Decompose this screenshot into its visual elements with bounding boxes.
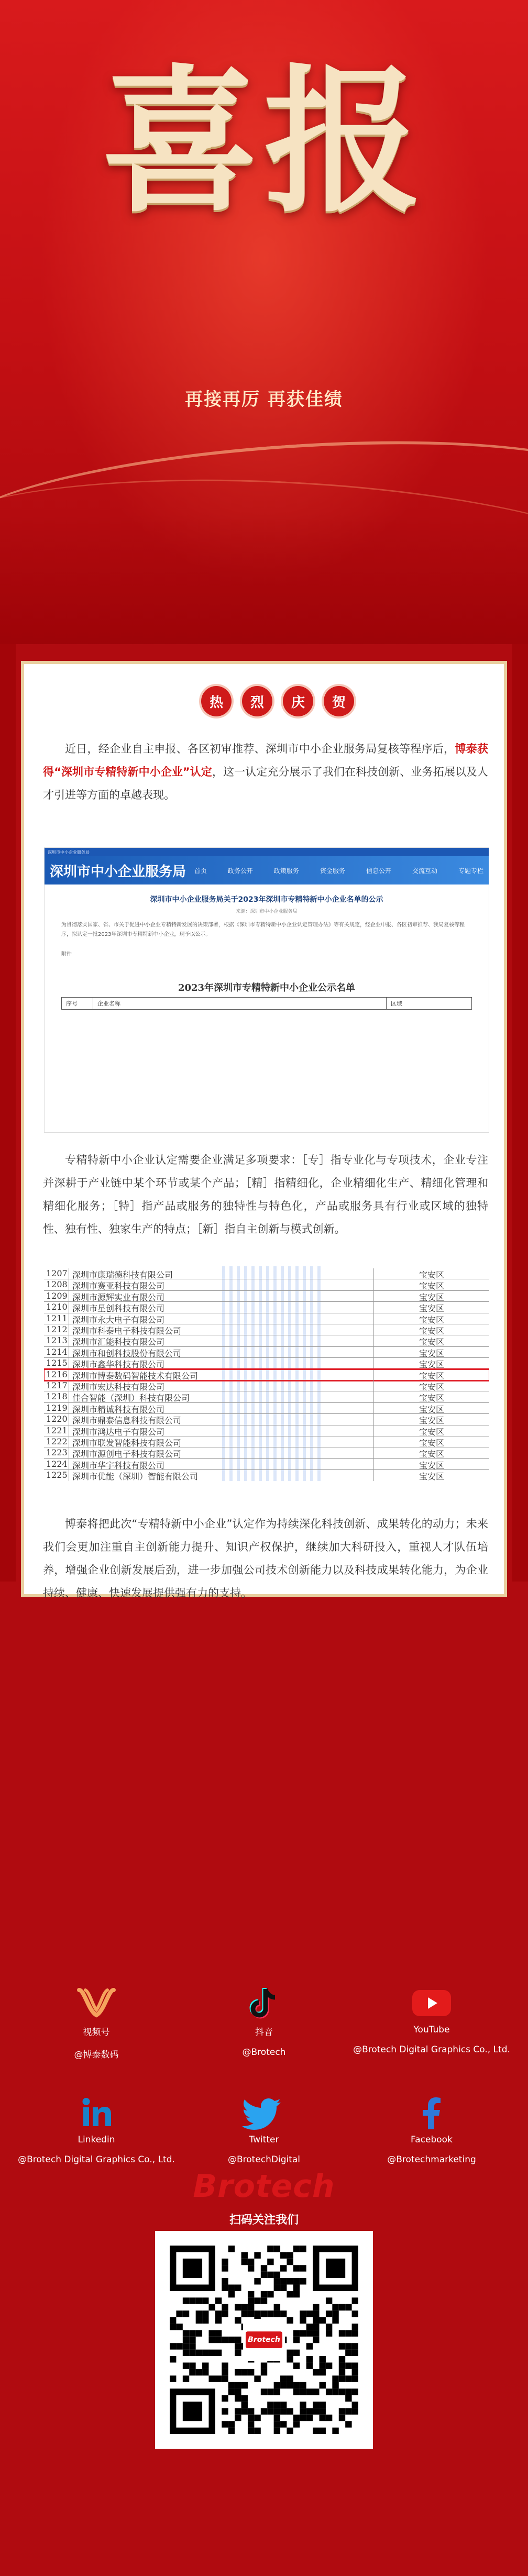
col-name: 企业名称 <box>93 998 387 1009</box>
registry-table <box>44 1266 489 1481</box>
notice-attachment[interactable]: 附件 <box>61 952 72 957</box>
cell-area: 宝安区 <box>419 1460 444 1471</box>
cell-no: 1215 <box>44 1358 69 1368</box>
cell-no: 1217 <box>44 1380 69 1391</box>
notice-text: 为贯彻落实国家、省、市关于促进中小企业专精特新发展的决策部署，根据《深圳市专精特新中小企业认定管理办法》等有关规定，经企业申报、各区初审推荐、我局复核等程序，拟认定一批2023年深圳市专精特新中小企业，现予以公示。 <box>61 922 465 937</box>
cell-no: 1223 <box>44 1447 69 1458</box>
table-row <box>44 1447 489 1458</box>
table-row <box>44 1347 489 1358</box>
site-topbar: 深圳市中小企业服务局 <box>45 848 489 856</box>
twitter-icon[interactable] <box>243 2095 285 2131</box>
social-twitter[interactable] <box>180 2095 348 2165</box>
table-row <box>44 1324 489 1335</box>
scan-caption: 扫码关注我们 <box>229 2214 299 2227</box>
social-shipinhao[interactable] <box>13 1985 180 2060</box>
cell-area: 宝安区 <box>419 1416 444 1426</box>
table-row <box>44 1459 489 1470</box>
cell-no: 1211 <box>44 1313 69 1324</box>
announcement-card <box>21 661 507 1597</box>
cell-name: 深圳市鼎泰信息科技有限公司 <box>69 1414 374 1424</box>
intro-paragraph <box>43 737 488 806</box>
cell-name: 深圳市鸿达电子有限公司 <box>69 1425 374 1436</box>
social-name: Facebook <box>411 2135 453 2145</box>
notice-title: 深圳市中小企业服务局关于2023年深圳市专精特新中小企业名单的公示 <box>150 895 383 904</box>
cell-no: 1216 <box>44 1369 69 1380</box>
cell-name: 深圳市康瑞德科技有限公司 <box>69 1268 374 1279</box>
table-row <box>44 1414 489 1425</box>
qr-logo-text: Brotech <box>246 2331 282 2348</box>
cell-area: 宝安区 <box>419 1348 444 1358</box>
cell-area: 宝安区 <box>419 1270 444 1280</box>
social-facebook[interactable] <box>348 2095 515 2165</box>
site-header <box>45 856 489 885</box>
cell-no: 1210 <box>44 1302 69 1312</box>
criteria-paragraph: 专精特新中小企业认定需要企业满足多项要求：［专］指专业化与专项技术，企业专注并深耕于产业链中某个环节或某个产品；［精］指精细化，企业精细化生产、精细化管理和精细化服务；［特］指产品或服务的独特性与特色化，产品或服务具有行业或区域的独特性、独有性、独家生产的特点；［新］指自主创新与模式创新。 <box>43 1154 488 1235</box>
cell-no: 1212 <box>44 1324 69 1335</box>
cell-area: 宝安区 <box>419 1303 444 1314</box>
tiktok-icon[interactable] <box>243 1985 285 2021</box>
cell-name: 深圳市源辉实业有限公司 <box>69 1291 374 1301</box>
annex-title: 2023年深圳市专精特新中小企业公示名单 <box>178 982 356 993</box>
cell-no: 1214 <box>44 1347 69 1357</box>
intro-text-end: ，这一认定充分展示了我们在科技创新、业务拓展以及人才引进等方面的卓越表现。 <box>43 766 489 801</box>
nav-item[interactable]: 政策服务 <box>273 867 299 875</box>
brand-logo: Brotech <box>193 2168 335 2205</box>
site-nav <box>194 866 483 875</box>
cell-area: 宝安区 <box>419 1438 444 1448</box>
website-screenshot <box>44 847 489 1133</box>
social-handle[interactable]: @Brotech <box>242 2047 286 2058</box>
right-ribbon <box>512 644 528 1582</box>
cell-name: 深圳市优能（深圳）智能有限公司 <box>69 1470 374 1480</box>
table-row <box>44 1313 489 1324</box>
cell-no: 1219 <box>44 1403 69 1413</box>
cell-name: 深圳市华宇科技有限公司 <box>69 1459 374 1469</box>
nav-item[interactable]: 交流互动 <box>412 867 437 875</box>
cell-name: 深圳市汇能科技有限公司 <box>69 1335 374 1346</box>
cell-area: 宝安区 <box>419 1404 444 1414</box>
qr-center-logo <box>243 2319 285 2361</box>
notice-body <box>45 885 489 1019</box>
badge-char: 烈 <box>242 686 272 716</box>
table-row <box>44 1358 489 1369</box>
cell-no: 1218 <box>44 1391 69 1402</box>
table-row <box>44 1391 489 1402</box>
cell-name: 深圳市星创科技有限公司 <box>69 1302 374 1312</box>
left-ribbon <box>0 644 16 1582</box>
table-row <box>44 1369 489 1380</box>
cell-no: 1224 <box>44 1459 69 1469</box>
cell-no: 1222 <box>44 1436 69 1447</box>
cell-name: 深圳市宏达科技有限公司 <box>69 1380 374 1391</box>
hero-subtitle: 再接再厉 再获佳绩 <box>185 389 343 410</box>
table-row <box>44 1335 489 1346</box>
intro-highlight: 博泰获得“深圳市专精特新中小企业”认定 <box>43 743 489 778</box>
social-handle[interactable]: @Brotech Digital Graphics Co., Ltd. <box>353 2044 510 2055</box>
social-youtube[interactable] <box>348 1985 515 2055</box>
cell-area: 宝安区 <box>419 1314 444 1325</box>
table-row <box>44 1268 489 1279</box>
table-row <box>44 1436 489 1447</box>
badge-char: 贺 <box>324 686 354 716</box>
cell-no: 1220 <box>44 1414 69 1424</box>
cell-name: 深圳市永大电子有限公司 <box>69 1313 374 1324</box>
cell-name: 深圳市鑫华科技有限公司 <box>69 1358 374 1368</box>
cell-no: 1213 <box>44 1335 69 1346</box>
notice-meta: 来源：深圳市中小企业服务局 <box>236 909 298 914</box>
youtube-icon[interactable] <box>410 1985 453 2021</box>
table-row <box>44 1425 489 1436</box>
table-row <box>44 1403 489 1414</box>
social-name: YouTube <box>413 2025 450 2035</box>
nav-item[interactable]: 资金服务 <box>320 867 345 875</box>
cell-area: 宝安区 <box>419 1359 444 1370</box>
cell-name: 深圳市源创电子科技有限公司 <box>69 1447 374 1458</box>
cell-no: 1208 <box>44 1279 69 1290</box>
social-name: Linkedin <box>78 2135 115 2145</box>
cell-area: 宝安区 <box>419 1370 444 1381</box>
col-no: 序号 <box>62 998 93 1009</box>
cell-no: 1209 <box>44 1291 69 1301</box>
linkedin-icon[interactable] <box>75 2095 118 2131</box>
table-row <box>44 1279 489 1290</box>
cell-no: 1207 <box>44 1268 69 1279</box>
celebration-badge <box>201 686 354 716</box>
cell-area: 宝安区 <box>419 1449 444 1460</box>
badge-char: 热 <box>201 686 232 716</box>
cell-no: 1221 <box>44 1425 69 1436</box>
nav-item[interactable]: 信息公开 <box>366 867 391 875</box>
table-row <box>44 1291 489 1302</box>
closing-paragraph: 博泰将把此次“专精特新中小企业”认定作为持续深化科技创新、成果转化的动力；未来我们会更加注重自主创新能力提升、知识产权保护，继续加大科研投入，重视人才队伍培养，增强企业创新发展后劲，进一步加强公司技术创新能力以及科技成果转化能力，为企业持续、健康、快速发展提供强有力的支持。 <box>43 1518 488 1599</box>
nav-item[interactable]: 专题专栏 <box>458 867 483 875</box>
cell-name: 深圳市博泰数码智能技术有限公司 <box>69 1369 374 1380</box>
nav-item[interactable]: 首页 <box>194 867 207 875</box>
cell-name: 深圳市联发智能科技有限公司 <box>69 1436 374 1447</box>
social-name: Twitter <box>249 2135 279 2145</box>
cell-no: 1225 <box>44 1470 69 1480</box>
cell-area: 宝安区 <box>419 1472 444 1481</box>
hero-banner <box>0 0 528 644</box>
cell-name: 深圳市赛亚科技有限公司 <box>69 1279 374 1290</box>
site-logo: 深圳市中小企业服务局 <box>50 864 186 880</box>
table-row <box>44 1302 489 1313</box>
badge-char: 庆 <box>283 686 313 716</box>
annex-header <box>61 997 472 1010</box>
cell-area: 宝安区 <box>419 1337 444 1347</box>
social-tiktok[interactable] <box>180 1985 348 2058</box>
facebook-icon[interactable] <box>410 2095 453 2131</box>
cell-area: 宝安区 <box>419 1281 444 1291</box>
table-row <box>44 1380 489 1391</box>
hero-title: 喜报 <box>102 49 426 234</box>
social-handle[interactable]: @Brotech Digital Graphics Co., Ltd. <box>18 2154 175 2165</box>
cell-name: 深圳市科泰电子科技有限公司 <box>69 1324 374 1335</box>
social-handle[interactable]: @博泰数码 <box>74 2050 119 2060</box>
intro-text: 近日，经企业自主申报、各区初审推荐、深圳市中小企业服务局复核等程序后， <box>65 743 455 755</box>
hero-wave <box>0 513 528 644</box>
cell-name: 佳合智能（深圳）科技有限公司 <box>69 1391 374 1402</box>
table-row <box>44 1470 489 1481</box>
cell-area: 宝安区 <box>419 1382 444 1392</box>
col-area: 区域 <box>391 1000 402 1007</box>
cell-area: 宝安区 <box>419 1326 444 1336</box>
cell-name: 深圳市精诚科技有限公司 <box>69 1403 374 1413</box>
qr-code <box>155 2231 373 2449</box>
cell-area: 宝安区 <box>419 1292 444 1302</box>
nav-item[interactable]: 政务公开 <box>227 867 253 875</box>
cell-name: 深圳市和创科技股份有限公司 <box>69 1347 374 1357</box>
social-name: 抖音 <box>255 2027 273 2038</box>
social-linkedin[interactable] <box>13 2095 180 2165</box>
cell-area: 宝安区 <box>419 1393 444 1403</box>
shipinhao-icon[interactable] <box>75 1985 118 2021</box>
social-name: 视频号 <box>83 2027 110 2038</box>
social-handle[interactable]: @BrotechDigital <box>227 2154 301 2165</box>
social-handle[interactable]: @Brotechmarketing <box>387 2154 476 2165</box>
cell-area: 宝安区 <box>419 1427 444 1437</box>
